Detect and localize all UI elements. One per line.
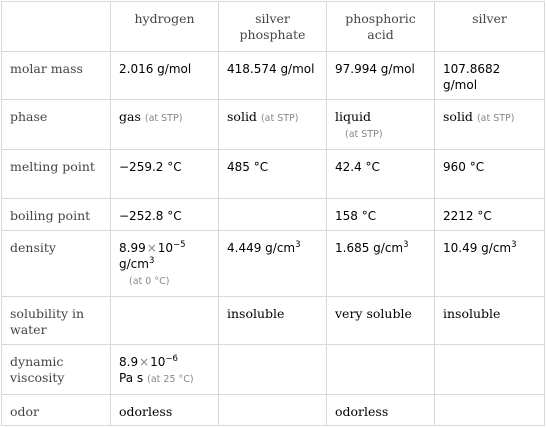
density-unit-exponent: 3 xyxy=(511,240,517,250)
density-mantissa: 8.99 xyxy=(119,241,146,255)
melting-point-phosphoric-acid: 42.4 °C xyxy=(327,150,435,199)
melting-point-silver-phosphate: 485 °C xyxy=(219,150,327,199)
melting-point-hydrogen: −259.2 °C xyxy=(111,150,219,199)
table-row xyxy=(2,297,545,345)
table-row xyxy=(2,52,545,100)
row-label-boiling-point: boiling point xyxy=(2,199,111,231)
boiling-point-silver: 2212 °C xyxy=(435,199,545,231)
phase-value: solid xyxy=(443,109,473,124)
row-label-odor: odor xyxy=(2,395,111,426)
phase-value: gas xyxy=(119,109,141,124)
density-phosphoric-acid xyxy=(327,231,435,297)
phase-condition: (at STP) xyxy=(345,129,383,140)
phase-condition: (at STP) xyxy=(144,113,183,124)
phase-silver xyxy=(435,100,545,150)
density-silver xyxy=(435,231,545,297)
viscosity-silver xyxy=(435,345,545,395)
table-row xyxy=(2,150,545,199)
phase-condition: (at STP) xyxy=(260,113,299,124)
boiling-point-hydrogen: −252.8 °C xyxy=(111,199,219,231)
density-unit-exponent: 3 xyxy=(148,256,155,266)
table-row xyxy=(2,199,545,231)
corner-cell xyxy=(2,2,111,52)
density-value: 1.685 g/cm xyxy=(335,241,404,255)
table-row xyxy=(2,100,545,150)
phase-condition: (at STP) xyxy=(476,113,515,124)
molar-mass-phosphoric-acid: 97.994 g/mol xyxy=(327,52,435,100)
phase-value: liquid xyxy=(335,109,372,124)
viscosity-condition: (at 25 °C) xyxy=(147,374,194,385)
density-hydrogen xyxy=(111,231,219,297)
table-row xyxy=(2,231,545,297)
solubility-silver-phosphate: insoluble xyxy=(219,297,327,345)
density-base: 10 xyxy=(157,241,174,255)
row-label-solubility: solubility in water xyxy=(2,297,111,345)
header-row xyxy=(2,2,545,52)
row-label-phase: phase xyxy=(2,100,111,150)
viscosity-mantissa: 8.9 xyxy=(119,355,139,369)
times-sign: × xyxy=(146,241,157,255)
phase-value: solid xyxy=(227,109,257,124)
odor-phosphoric-acid: odorless xyxy=(327,395,435,426)
solubility-phosphoric-acid: very soluble xyxy=(327,297,435,345)
boiling-point-phosphoric-acid: 158 °C xyxy=(327,199,435,231)
molar-mass-silver: 107.8682 g/mol xyxy=(435,52,545,100)
column-header-hydrogen: hydrogen xyxy=(111,2,219,52)
column-header-silver-phosphate: silver phosphate xyxy=(219,2,327,52)
phase-phosphoric-acid xyxy=(327,100,435,150)
viscosity-unit: Pa s xyxy=(119,371,144,385)
row-label-density: density xyxy=(2,231,111,297)
boiling-point-silver-phosphate xyxy=(219,199,327,231)
density-silver-phosphate xyxy=(219,231,327,297)
column-header-phosphoric-acid: phosphoric acid xyxy=(327,2,435,52)
column-header-silver: silver xyxy=(435,2,545,52)
viscosity-exponent: −6 xyxy=(165,354,178,364)
odor-silver xyxy=(435,395,545,426)
odor-silver-phosphate xyxy=(219,395,327,426)
density-exponent: −5 xyxy=(173,240,186,250)
viscosity-phosphoric-acid xyxy=(327,345,435,395)
density-unit: g/cm xyxy=(119,257,149,271)
density-value: 10.49 g/cm xyxy=(443,241,512,255)
properties-table xyxy=(1,1,545,426)
molar-mass-hydrogen: 2.016 g/mol xyxy=(111,52,219,100)
density-unit-exponent: 3 xyxy=(295,240,301,250)
density-unit-exponent: 3 xyxy=(403,240,409,250)
molar-mass-silver-phosphate: 418.574 g/mol xyxy=(219,52,327,100)
table-row xyxy=(2,395,545,426)
row-label-melting-point: melting point xyxy=(2,150,111,199)
times-sign: × xyxy=(139,355,150,369)
density-value: 4.449 g/cm xyxy=(227,241,296,255)
odor-hydrogen: odorless xyxy=(111,395,219,426)
row-label-molar-mass: molar mass xyxy=(2,52,111,100)
viscosity-hydrogen xyxy=(111,345,219,395)
solubility-hydrogen xyxy=(111,297,219,345)
melting-point-silver: 960 °C xyxy=(435,150,545,199)
row-label-dynamic-viscosity: dynamic viscosity xyxy=(2,345,111,395)
solubility-silver: insoluble xyxy=(435,297,545,345)
viscosity-silver-phosphate xyxy=(219,345,327,395)
table-row xyxy=(2,345,545,395)
phase-silver-phosphate xyxy=(219,100,327,150)
density-condition: (at 0 °C) xyxy=(129,276,170,287)
phase-hydrogen xyxy=(111,100,219,150)
viscosity-base: 10 xyxy=(150,355,166,369)
